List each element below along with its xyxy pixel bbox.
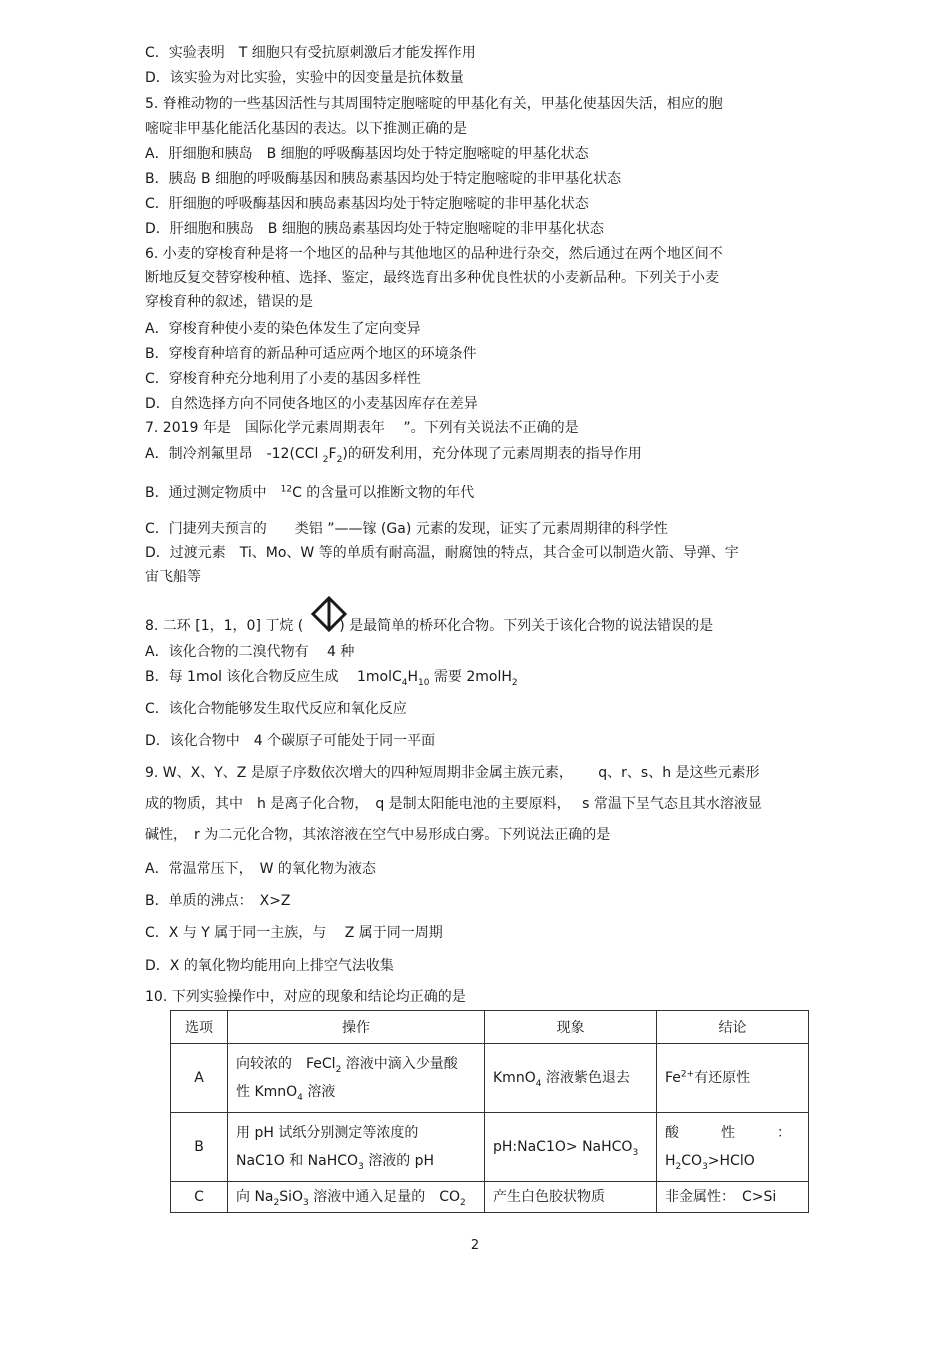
- text-run: 溶液: [302, 1084, 336, 1100]
- page-number: 2: [470, 1238, 480, 1253]
- q6-option-a: A．穿梭育种使小麦的染色体发生了定向变异: [145, 321, 421, 337]
- subscript: 3: [303, 1197, 309, 1208]
- text-run: 有还原性: [694, 1070, 751, 1086]
- cell-phenomenon: [485, 1044, 657, 1113]
- text-run: 需要 2molH: [429, 669, 512, 685]
- q8-option-a: A．该化合物的二溴代物有 4 种: [145, 644, 355, 660]
- text-run: ) 是最简单的桥环化合物。下列关于该化合物的说法错误的是: [339, 618, 714, 634]
- q10-stem: 10. 下列实验操作中，对应的现象和结论均正确的是: [145, 989, 466, 1005]
- subscript: 2: [322, 454, 329, 465]
- subscript: 2: [511, 677, 518, 688]
- q5-option-a: A．肝细胞和胰岛 B 细胞的呼吸酶基因均处于特定胞嘧啶的甲基化状态: [145, 146, 589, 162]
- text-run: C 的含量可以推断文物的年代: [292, 485, 475, 501]
- cell-phenomenon: 产生白色胶状物质: [485, 1182, 657, 1213]
- superscript: 2+: [680, 1069, 695, 1080]
- q5-option-d: D．肝细胞和胰岛 B 细胞的胰岛素基因均处于特定胞嘧啶的非甲基化状态: [145, 221, 604, 237]
- cell-option: C: [171, 1182, 228, 1213]
- table-row: [171, 1044, 809, 1113]
- q6-option-b: B．穿梭育种培育的新品种可适应两个地区的环境条件: [145, 346, 477, 362]
- text-run: 溶液紫色退去: [541, 1070, 630, 1086]
- q7-option-c: C．门捷列夫预言的 类铝 ”——镓 (Ga) 元素的发现，证实了元素周期律的科学性: [145, 521, 668, 537]
- table-row: [171, 1182, 809, 1213]
- text-run: 溶液中通入足量的 CO: [308, 1189, 461, 1205]
- q7-option-b: [145, 484, 474, 502]
- q4-option-d: D．该实验为对比实验，实验中的因变量是抗体数量: [145, 70, 464, 86]
- subscript: 2: [336, 454, 343, 465]
- q9-option-b: B．单质的沸点： X>Z: [145, 893, 291, 909]
- text-run: A．制冷剂氟里昂 -12(CCl: [145, 446, 323, 462]
- subscript: 2: [335, 1064, 342, 1075]
- text-run: 酸 性 ：: [665, 1125, 791, 1141]
- text-run: )的研发利用，充分体现了元素周期表的指导作用: [342, 446, 642, 462]
- text-run: 性 KmnO: [236, 1084, 298, 1100]
- q5-stem-1: 5. 脊椎动物的一些基因活性与其周围特定胞嘧啶的甲基化有关，甲基化使基因失活，相应的胞: [145, 96, 723, 112]
- text-run: CO: [681, 1153, 703, 1169]
- text-run: 溶液中滴入少量酸: [341, 1056, 458, 1072]
- cell-option: B: [171, 1113, 228, 1182]
- subscript: 3: [358, 1161, 364, 1172]
- text-run: 用 pH 试纸分别测定等浓度的: [236, 1125, 419, 1141]
- subscript: 4: [297, 1092, 303, 1103]
- subscript: 2: [675, 1161, 682, 1172]
- q8-option-b: [145, 668, 518, 686]
- q6-stem-3: 穿梭育种的叙述，错误的是: [145, 294, 313, 310]
- cell-operation: [228, 1044, 485, 1113]
- q9-option-d: D．X 的氧化物均能用向上排空气法收集: [145, 958, 394, 974]
- header-option: 选项: [171, 1011, 228, 1044]
- text-run: 溶液的 pH: [363, 1153, 435, 1169]
- text-run: 8. 二环 [1，1，0] 丁烷 (: [145, 618, 304, 634]
- q8-option-d: D．该化合物中 4 个碳原子可能处于同一平面: [145, 733, 436, 749]
- text-run: 向较浓的 FeCl: [236, 1056, 336, 1072]
- cell-phenomenon: [485, 1113, 657, 1182]
- text-run: NaC1O 和 NaHCO: [236, 1153, 359, 1169]
- q5-option-c: C．肝细胞的呼吸酶基因和胰岛素基因均处于特定胞嘧啶的非甲基化状态: [145, 196, 589, 212]
- table-header-row: [171, 1011, 809, 1044]
- q7-option-d: D．过渡元素 Ti、Mo、W 等的单质有耐高温，耐腐蚀的特点，其合金可以制造火箭、导弹、宇: [145, 545, 739, 561]
- header-operation: 操作: [228, 1011, 485, 1044]
- subscript: 3: [632, 1147, 639, 1158]
- subscript: 2: [460, 1197, 466, 1208]
- text-run: B．通过测定物质中: [145, 485, 281, 501]
- text-run: 向 Na: [236, 1189, 274, 1205]
- q5-option-b: B．胰岛 B 细胞的呼吸酶基因和胰岛素基因均处于特定胞嘧啶的非甲基化状态: [145, 171, 622, 187]
- q6-option-c: C．穿梭育种充分地利用了小麦的基因多样性: [145, 371, 421, 387]
- superscript: 12: [280, 484, 293, 495]
- text-run: KmnO: [493, 1070, 536, 1086]
- subscript: 3: [702, 1161, 708, 1172]
- text-run: pH:NaC1O> NaHCO: [493, 1139, 633, 1155]
- subscript: 10: [418, 677, 430, 688]
- q8-stem: [145, 617, 713, 635]
- q7-stem: 7. 2019 年是 国际化学元素周期表年 ”。下列有关说法不正确的是: [145, 420, 579, 436]
- subscript: 4: [535, 1078, 542, 1089]
- text-run: >HClO: [707, 1153, 755, 1169]
- cell-conclusion: 非金属性： C>Si: [657, 1182, 809, 1213]
- cell-operation: [228, 1113, 485, 1182]
- subscript: 4: [401, 677, 408, 688]
- q9-option-a: A．常温常压下， W 的氧化物为液态: [145, 861, 376, 877]
- q7-option-d-cont: 宙飞船等: [145, 569, 201, 585]
- text-run: F: [328, 446, 337, 462]
- cell-conclusion: [657, 1044, 809, 1113]
- subscript: 2: [273, 1197, 280, 1208]
- q9-stem-3: 碱性， r 为二元化合物，其浓溶液在空气中易形成白雾。下列说法正确的是: [145, 827, 611, 843]
- text-run: H: [407, 669, 418, 685]
- header-conclusion: 结论: [657, 1011, 809, 1044]
- q6-stem-1: 6. 小麦的穿梭育种是将一个地区的品种与其他地区的品种进行杂交，然后通过在两个地区间不: [145, 246, 723, 262]
- q9-option-c: C．X 与 Y 属于同一主族，与 Z 属于同一周期: [145, 925, 443, 941]
- experiment-table: [170, 1010, 809, 1213]
- q9-stem-2: 成的物质，其中 h 是离子化合物， q 是制太阳能电池的主要原料， s 常温下呈气态且其水溶液显: [145, 796, 762, 812]
- q7-option-a: [145, 445, 642, 463]
- table-row: [171, 1113, 809, 1182]
- text-run: B．每 1mol 该化合物反应生成 1molC: [145, 669, 402, 685]
- cell-conclusion: [657, 1113, 809, 1182]
- q4-option-c: C．实验表明 T 细胞只有受抗原刺激后才能发挥作用: [145, 45, 476, 61]
- q6-option-d: D．自然选择方向不同使各地区的小麦基因库存在差异: [145, 396, 478, 412]
- q9-stem-1: 9. W、X、Y、Z 是原子序数依次增大的四种短周期非金属主族元素， q、r、s、h 是这些元素形: [145, 765, 760, 781]
- q6-stem-2: 断地反复交替穿梭种植、选择、鉴定，最终选育出多种优良性状的小麦新品种。下列关于小麦: [145, 270, 719, 286]
- text-run: H: [665, 1153, 676, 1169]
- q5-stem-2: 嘧啶非甲基化能活化基因的表达。以下推测正确的是: [145, 121, 467, 137]
- text-run: SiO: [279, 1189, 304, 1205]
- text-run: Fe: [665, 1070, 681, 1086]
- cell-option: A: [171, 1044, 228, 1113]
- cell-operation: [228, 1182, 485, 1213]
- q8-option-c: C．该化合物能够发生取代反应和氧化反应: [145, 701, 407, 717]
- header-phenomenon: 现象: [485, 1011, 657, 1044]
